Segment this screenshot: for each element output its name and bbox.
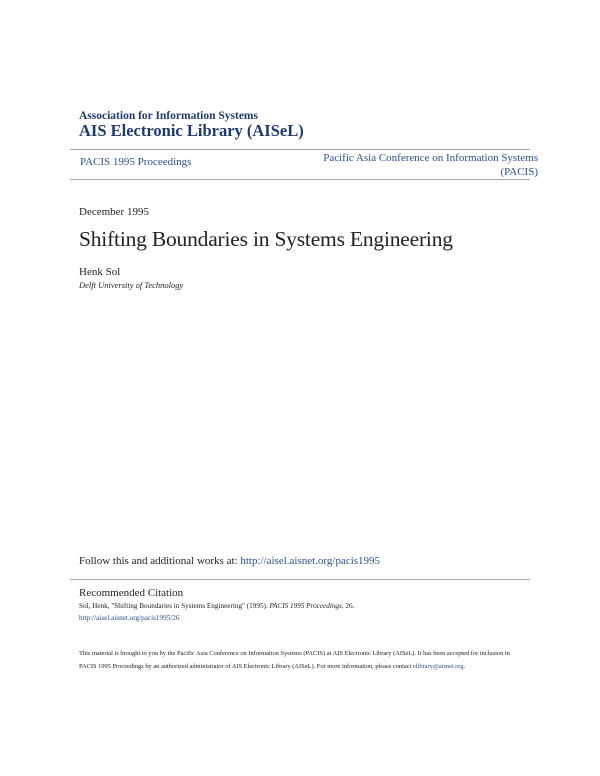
author-affiliation: Delft University of Technology <box>79 280 184 290</box>
citation-text-start: Sol, Henk, "Shifting Boundaries in Systems Engineering" (1995). <box>79 602 270 610</box>
recommended-citation-heading: Recommended Citation <box>79 587 184 599</box>
citation-url-link[interactable]: http://aisel.aisnet.org/pacis1995/26 <box>79 614 180 622</box>
citation-text <box>79 602 354 610</box>
follow-line <box>79 555 380 567</box>
library-name: AIS Electronic Library (AISeL) <box>79 121 304 140</box>
org-name: Association for Information Systems <box>79 110 258 122</box>
citation-rule <box>70 579 530 580</box>
author-name: Henk Sol <box>79 266 121 278</box>
follow-label: Follow this and additional works at: <box>79 555 241 567</box>
notice-text: This material is brought to you by the Pacific Asia Conference on Information Systems (PACIS) at AIS Electronic Library (AISeL). It has been accepted for inclusion in PACIS 1995 Proceedings by an authorized administrator of AIS Electronic Library (AISeL). For more information, please contact <box>79 650 510 670</box>
proceedings-link[interactable]: PACIS 1995 Proceedings <box>80 156 192 168</box>
notice-end: . <box>463 662 466 670</box>
follow-url-link[interactable]: http://aisel.aisnet.org/pacis1995 <box>240 555 381 567</box>
citation-text-end: . 26. <box>341 602 355 610</box>
header-bottom-rule <box>70 179 530 180</box>
conference-link[interactable]: Pacific Asia Conference on Information Systems (PACIS) <box>323 152 538 178</box>
paper-title: Shifting Boundaries in Systems Engineering <box>79 227 453 251</box>
header-top-rule <box>70 149 530 150</box>
contact-email-link[interactable]: elibrary@aisnet.org <box>412 662 464 670</box>
citation-proceedings: PACIS 1995 Proceedings <box>269 602 342 610</box>
repository-notice <box>79 648 519 673</box>
publication-date: December 1995 <box>79 206 149 218</box>
